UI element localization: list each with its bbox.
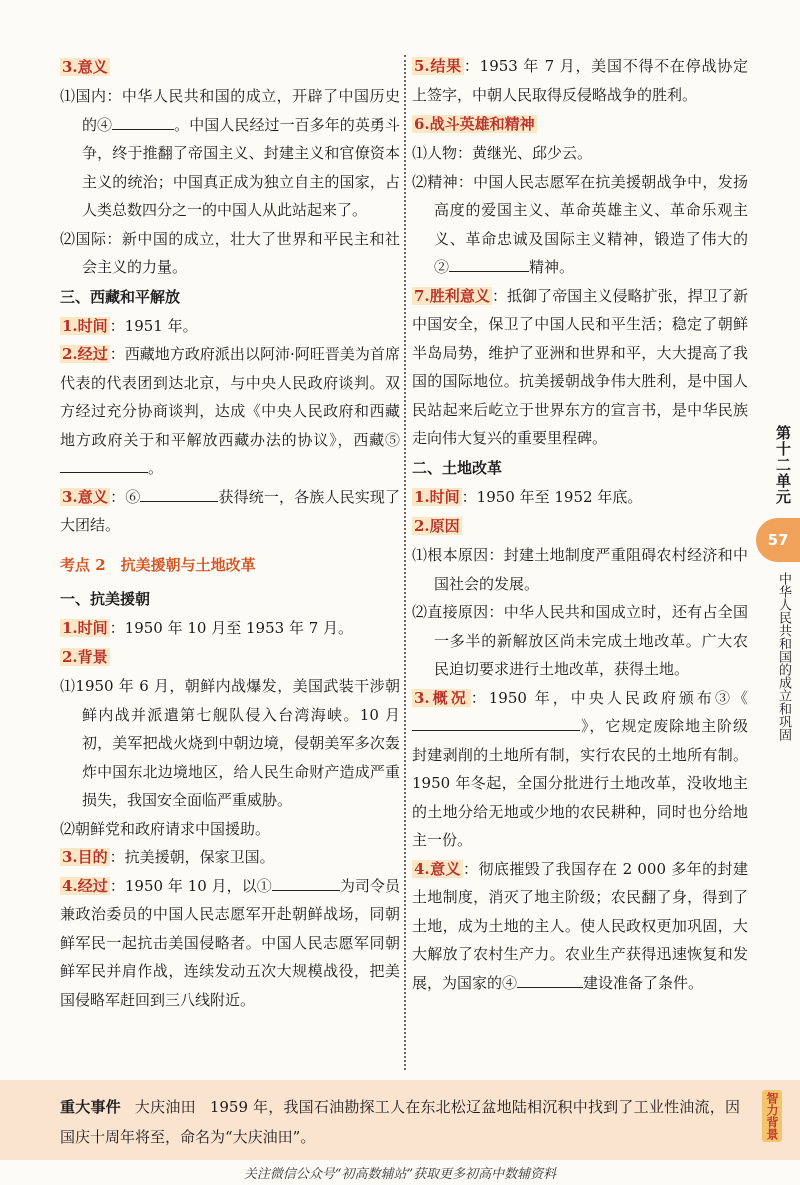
- right-column: [412, 52, 748, 997]
- footer-note: 关注微信公众号“初高数辅站”获取更多初高中数辅资料: [243, 1167, 557, 1182]
- heroes-people: ⑴人物：黄继光、邱少云。: [412, 144, 593, 162]
- heroes-head: 6.战斗英雄和精神: [414, 115, 535, 133]
- victory-significance: 7.胜利意义 ：抵御了帝国主义侵略扩张，捍卫了新中国安全，保卫了中国人民和平生活；稳定了朝鲜半岛局势，维护了亚洲和世界和平，大大提高了我国的国际地位。抗美援朝战争伟大胜利，是中国人民站起来后屹立于世界东方的宣言书，是中华民族走向伟大复兴的重要里程碑。: [412, 286, 748, 447]
- domestic-significance: ⑴国内：中华人民共和国的成立，开辟了中国历史的④ 。中国人民经过一百多年的英勇斗争，终于推翻了帝国主义、封建主义和官僚资本主义的统治；中国真正成为独立自主的国家，占人类总数四分之一的中国人从此站起来了。: [60, 87, 400, 219]
- heroes-spirit: ⑵精神：中国人民志愿军在抗美援朝战争中，发扬高度的爱国主义、革命英雄主义、革命乐观主义、革命忠诚及国际主义精神，锻造了伟大的② 精神。: [412, 172, 748, 276]
- korea-process: 4.经过 ：1950 年 10 月，以① 为司令员兼政治委员的中国人民志愿军开赴朝鲜战场，同朝鲜军民一起抗击美国侵略者。中国人民志愿军同朝鲜军民并肩作战，连续发动五次大规模战役，把美国侵略军赶回到三八线附近。: [60, 872, 400, 1015]
- korea-result: 5.结果 ：1953 年 7 月，美国不得不在停战协定上签字，中朝人民取得反侵略战争的胜利。: [412, 57, 748, 104]
- land-overview: 3.概况 ：1950 年，中央人民政府颁布③《》，它规定废除地主阶级封建剥削的土地所有制，实行农民的土地所有制。1950 年冬起，全国分批进行土地改革，没收地主的土地分给无地或少地的农民耕种，同时也分给地主一份。: [412, 688, 748, 849]
- event-body: 1959 年，我国石油勘探工人在东北松辽盆地陆相沉积中找到了工业性油流，因国庆十周年将至，命名为“大庆油田”。: [60, 1098, 740, 1146]
- korea-background-2: ⑵朝鲜党和政府请求中国援助。: [60, 819, 271, 838]
- unit-label: 第十二单元: [774, 425, 792, 505]
- blank-3: [412, 713, 580, 731]
- section-korea-war: 一、抗美援朝: [60, 589, 151, 608]
- korea-background-head: 2.背景: [62, 648, 108, 666]
- section-land-reform: 二、土地改革: [412, 458, 503, 477]
- korea-time: 1.时间 ：1950 年 10 月至 1953 年 7 月。: [62, 618, 354, 637]
- korea-background-1: ⑴1950 年 6 月，朝鲜内战爆发，美国武装干涉朝鲜内战并派遣第七舰队侵入台湾海峡。10 月初，美军把战火烧到中朝边境，侵朝美军多次轰炸中国东北边境地区，给人民生命财产造成严重损失，我国安全面临严重威胁。: [60, 677, 400, 809]
- international-significance: ⑵国际：新中国的成立，壮大了世界和平民主和社会主义的力量。: [60, 229, 400, 276]
- tibet-significance: 3.意义 ：⑥ 获得统一，各族人民实现了大团结。: [60, 483, 400, 540]
- tibet-process: 2.经过 ：西藏地方政府派出以阿沛·阿旺晋美为首席代表的代表团到达北京，与中央人民政府谈判。双方经过充分协商谈判，达成《中央人民政府和西藏地方政府关于和平解放西藏办法的协议》，西藏⑤。: [60, 345, 400, 477]
- land-reason-2: ⑵直接原因：中华人民共和国成立时，还有占全国一多半的新解放区尚未完成土地改革。广大农民迫切要求进行土地改革，获得土地。: [412, 603, 748, 678]
- blank-6: [140, 484, 218, 502]
- section-tibet: 三、西藏和平解放: [60, 287, 181, 306]
- event-title: 重大事件: [60, 1098, 121, 1116]
- major-event: [60, 1092, 740, 1152]
- subheading-significance: 3.意义: [62, 58, 108, 76]
- blank-4b: [517, 970, 583, 988]
- land-significance: 4.意义 ：彻底摧毁了我国存在 2 000 多年的封建土地制度，消灭了地主阶级；农民翻了身，得到了土地，成为土地的主人。使人民政权更加巩固，大大解放了农村生产力。农业生产获得迅速恢复和发展，为国家的④ 建设准备了条件。: [412, 859, 748, 992]
- chapter-label: 中华人民共和国的成立和巩固: [776, 572, 791, 741]
- land-reason-1: ⑴根本原因：封建土地制度严重阻碍农村经济和中国社会的发展。: [412, 546, 748, 593]
- blank-5: [60, 455, 148, 473]
- blank-2: [449, 254, 529, 272]
- left-column: [60, 52, 400, 1014]
- korea-goal: 3.目的 ：抗美援朝，保家卫国。: [62, 848, 275, 866]
- column-divider: [404, 55, 406, 1070]
- blank-1: [272, 873, 340, 891]
- land-time: 1.时间 ：1950 年至 1952 年底。: [414, 487, 643, 506]
- tibet-time: 1.时间 ：1951 年。: [62, 316, 198, 335]
- land-reason-head: 2.原因: [414, 517, 460, 535]
- event-tag: 智力背景: [762, 1090, 782, 1142]
- event-name: 大庆油田: [134, 1098, 196, 1116]
- page-number: 57: [756, 518, 800, 562]
- blank-4: [112, 112, 174, 130]
- exam-point-2: 考点 2 抗美援朝与土地改革: [60, 555, 256, 574]
